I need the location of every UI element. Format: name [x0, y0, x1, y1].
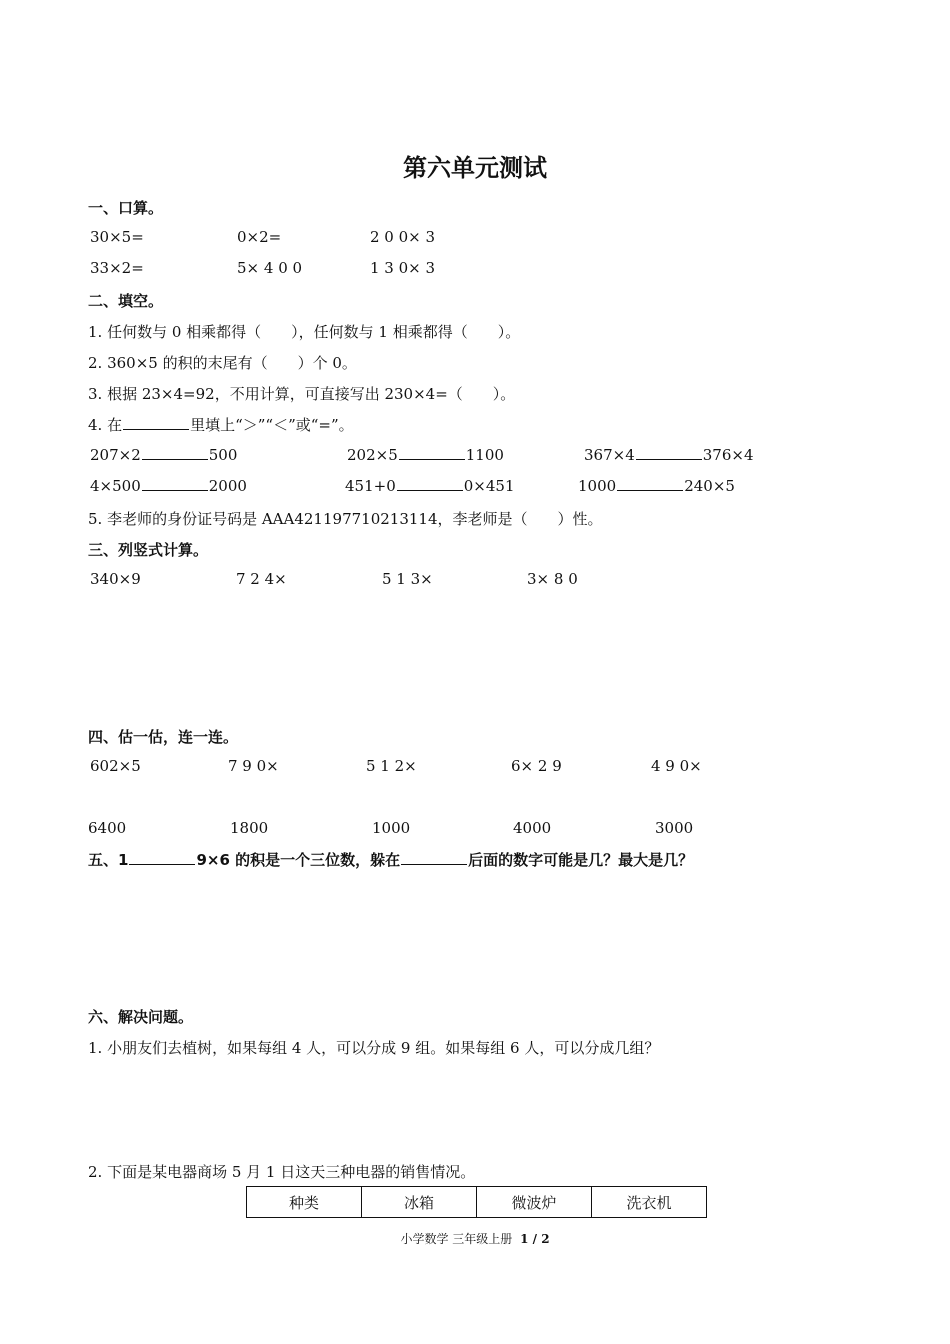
compare-item — [90, 477, 247, 495]
compare-right: 1100 — [465, 446, 504, 464]
fill-question-5: 5. 李老师的身份证号码是 AAA421197710213114，李老师是（ ）性。 — [88, 510, 603, 528]
answer-blank[interactable] — [399, 447, 465, 460]
page-footer — [0, 1230, 950, 1247]
compare-left: 1000 — [578, 477, 617, 495]
fill-question-2: 2. 360×5 的积的末尾有（ ）个 0。 — [88, 354, 357, 372]
vertical-item: 340×9 — [90, 570, 141, 588]
answer-blank[interactable] — [401, 852, 467, 865]
compare-right: 376×4 — [702, 446, 754, 464]
fill-question-3: 3. 根据 23×4=92，不用计算，可直接写出 230×4=（ ）。 — [88, 385, 516, 403]
compare-right: 2000 — [208, 477, 247, 495]
section-5-tail: 后面的数字可能是几？最大是几？ — [468, 851, 694, 869]
compare-left: 367×4 — [584, 446, 635, 464]
answer-blank[interactable] — [142, 447, 208, 460]
section-heading-problems: 六、解决问题。 — [88, 1008, 194, 1026]
estimate-answer[interactable]: 4000 — [513, 819, 552, 837]
compare-item — [347, 446, 504, 464]
estimate-answer[interactable]: 1000 — [372, 819, 411, 837]
section-heading-vertical: 三、列竖式计算。 — [88, 541, 209, 559]
estimate-answer[interactable]: 6400 — [88, 819, 127, 837]
fill-question-4-lead: 4. 在 — [88, 416, 123, 434]
section-heading-digit — [88, 849, 693, 870]
compare-right: 0×451 — [463, 477, 515, 495]
answer-blank[interactable] — [142, 478, 208, 491]
answer-blank[interactable] — [617, 478, 683, 491]
oral-item: 1 3 0× 3 — [370, 259, 436, 277]
table-header-cell: 洗衣机 — [592, 1187, 707, 1218]
fill-question-4-tail: 里填上“＞”“＜”或“=”。 — [190, 416, 354, 434]
compare-left: 202×5 — [347, 446, 398, 464]
estimate-expression[interactable]: 6× 2 9 — [511, 757, 562, 775]
estimate-answer[interactable]: 1800 — [230, 819, 269, 837]
fill-question-1: 1. 任何数与 0 相乘都得（ ），任何数与 1 相乘都得（ ）。 — [88, 323, 521, 341]
estimate-expression[interactable]: 4 9 0× — [651, 757, 702, 775]
vertical-item: 3× 8 0 — [527, 570, 578, 588]
table-header-cell: 微波炉 — [477, 1187, 592, 1218]
problem-1: 1. 小朋友们去植树，如果每组 4 人，可以分成 9 组。如果每组 6 人，可以分成几组？ — [88, 1039, 660, 1057]
footer-text: 小学数学 三年级上册 — [400, 1232, 513, 1246]
compare-item — [345, 477, 515, 495]
compare-right: 500 — [208, 446, 238, 464]
fill-question-4 — [88, 414, 354, 435]
answer-blank[interactable] — [123, 417, 189, 430]
compare-item — [578, 477, 735, 495]
estimate-answer[interactable]: 3000 — [655, 819, 694, 837]
vertical-item: 7 2 4× — [236, 570, 287, 588]
answer-blank[interactable] — [636, 447, 702, 460]
oral-item: 5× 4 0 0 — [237, 259, 303, 277]
section-5-lead: 五、1 — [88, 851, 129, 869]
oral-item: 33×2= — [90, 259, 144, 277]
compare-left: 207×2 — [90, 446, 141, 464]
oral-item: 0×2= — [237, 228, 282, 246]
problem-2: 2. 下面是某电器商场 5 月 1 日这天三种电器的销售情况。 — [88, 1163, 476, 1181]
sales-table — [246, 1186, 707, 1218]
oral-item: 30×5= — [90, 228, 144, 246]
page-number: 1 / 2 — [520, 1232, 550, 1246]
compare-left: 4×500 — [90, 477, 141, 495]
oral-item: 2 0 0× 3 — [370, 228, 436, 246]
answer-blank[interactable] — [129, 852, 195, 865]
page-title: 第六单元测试 — [403, 154, 547, 182]
compare-right: 240×5 — [684, 477, 735, 495]
answer-blank[interactable] — [397, 478, 463, 491]
estimate-expression[interactable]: 5 1 2× — [366, 757, 417, 775]
table-header-row — [247, 1187, 707, 1218]
compare-left: 451+0 — [345, 477, 396, 495]
section-heading-estimate: 四、估一估，连一连。 — [88, 728, 239, 746]
table-header-cell: 冰箱 — [362, 1187, 477, 1218]
estimate-expression[interactable]: 602×5 — [90, 757, 141, 775]
table-header-cell: 种类 — [247, 1187, 362, 1218]
section-heading-oral: 一、口算。 — [88, 199, 164, 217]
estimate-expression[interactable]: 7 9 0× — [228, 757, 279, 775]
compare-item — [584, 446, 754, 464]
section-heading-fill: 二、填空。 — [88, 292, 164, 310]
compare-item — [90, 446, 237, 464]
vertical-item: 5 1 3× — [382, 570, 433, 588]
section-5-middle: 9×6 的积是一个三位数，躲在 — [196, 851, 401, 869]
